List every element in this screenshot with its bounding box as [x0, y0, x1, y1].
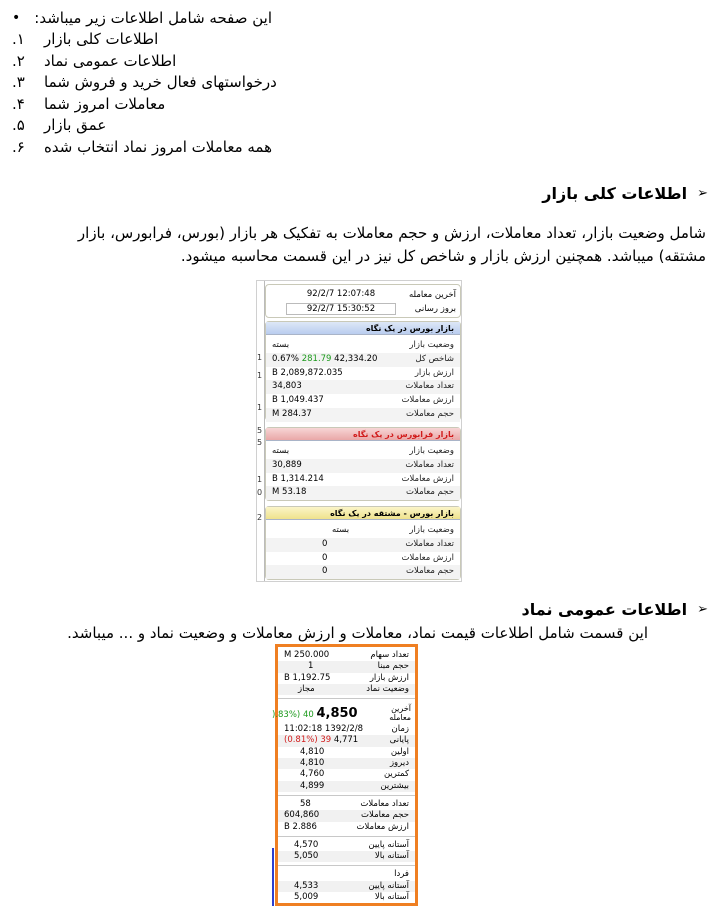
row-label: تعداد معاملات: [405, 459, 454, 470]
bourse-panel: [265, 321, 461, 421]
list-number: ۱.: [12, 30, 25, 48]
section-heading-market: [542, 184, 708, 203]
row-value: B 1,049.437: [272, 395, 324, 406]
row-label: بیشترین: [380, 780, 409, 791]
last-trade-value: 92/2/7 12:07:48: [306, 289, 376, 299]
intro-numbered-list: [12, 29, 644, 158]
row-label: حجم معاملات: [406, 487, 454, 498]
row-value: 4,570: [294, 839, 319, 850]
table-row: [278, 661, 415, 672]
row-value: 5,050: [294, 851, 319, 862]
table-row: [266, 486, 460, 500]
last-trade-row: [272, 702, 415, 724]
row-label: حجم معاملات: [361, 810, 409, 821]
row-value: 4,760: [300, 769, 325, 780]
table-row: [278, 684, 415, 695]
list-item: [12, 51, 644, 73]
row-value: B 1,192.75: [284, 672, 331, 683]
table-row: [266, 408, 460, 422]
list-text: درخواستهای فعال خرید و فروش شما: [44, 73, 277, 91]
row-label: آستانه بالا: [374, 892, 409, 903]
list-number: ۲.: [12, 51, 25, 70]
row-value: بسته: [272, 340, 290, 350]
row-value: 58: [300, 798, 311, 809]
index-value: 42,334.20: [334, 353, 378, 364]
table-row: [266, 380, 460, 394]
row-value: 4,810: [300, 758, 325, 769]
threshold-group: [278, 840, 415, 863]
tomorrow-row: [278, 869, 415, 880]
row-label: شاخص کل: [415, 353, 454, 364]
left-number: 1: [257, 475, 263, 484]
row-label: ارزش معاملات: [401, 552, 454, 563]
row-label: کمترین: [383, 769, 409, 780]
derivative-header: بازار بورس - مشتقه در یک نگاه: [266, 507, 460, 520]
section-title: اطلاعات عمومی نماد: [521, 600, 688, 619]
update-value: 92/2/7 15:30:52: [286, 303, 396, 315]
table-row: [266, 473, 460, 487]
intro-bullet: [12, 8, 702, 29]
row-label: حجم معاملات: [406, 408, 454, 419]
index-value-group: [272, 353, 377, 367]
table-row: [278, 758, 415, 769]
row-value: 4,533: [294, 880, 319, 891]
divider: [278, 836, 415, 837]
divider: [278, 698, 415, 699]
intro-text: این صفحه شامل اطلاعات زیر میباشد:: [34, 9, 272, 27]
table-row: [278, 781, 415, 792]
table-row: [266, 394, 460, 408]
table-row: [266, 445, 460, 459]
list-number: ۴.: [12, 94, 25, 113]
update-panel: [265, 284, 461, 318]
blue-marker-line: [272, 848, 274, 906]
table-row: [278, 673, 415, 684]
row-value: M 53.18: [272, 487, 307, 498]
row-label: ارزش معاملات: [356, 821, 409, 832]
row-label: ارزش معاملات: [401, 473, 454, 484]
bullet-icon: •: [12, 10, 21, 26]
table-row: [278, 724, 415, 735]
left-number: 0: [257, 488, 263, 497]
row-label: اولین: [390, 746, 409, 757]
list-number: ۵.: [12, 116, 25, 134]
table-row: [278, 769, 415, 780]
left-number: 1: [257, 403, 263, 412]
update-row: [266, 302, 460, 316]
row-label: وضعیت بازار: [409, 446, 454, 456]
table-row: [278, 881, 415, 892]
row-value: 5,009: [294, 892, 319, 903]
farabourse-panel: [265, 427, 461, 501]
row-value: مجاز: [298, 683, 315, 694]
table-row: [266, 339, 460, 353]
last-trade-row: [266, 288, 460, 302]
tomorrow-label: فردا: [394, 869, 409, 880]
paragraph-line: شامل وضعیت بازار، تعداد معاملات، ارزش و حجم معاملات به تفکیک هر بازار (بورس، فرابورس، بازار: [77, 224, 706, 242]
row-value: 0: [322, 538, 328, 549]
row-value: 4,810: [300, 746, 325, 757]
section-title: اطلاعات کلی بازار: [542, 184, 688, 203]
row-value: 4,899: [300, 780, 325, 791]
row-label: زمان: [391, 724, 409, 735]
close-values: [284, 735, 358, 746]
row-value: 1: [308, 661, 314, 672]
left-number: 5: [257, 438, 263, 447]
left-number: 2: [257, 513, 263, 522]
list-number: ۳.: [12, 73, 25, 91]
arrow-bullet-icon: ➢: [697, 186, 708, 201]
row-label: آستانه پایین: [368, 839, 409, 850]
tomorrow-group: [278, 869, 415, 903]
row-value: 34,803: [272, 381, 302, 392]
table-row: [266, 459, 460, 473]
row-label: حجم معاملات: [406, 566, 454, 577]
last-trade-values: [272, 706, 358, 721]
last-trade-label: [389, 704, 411, 722]
list-text: اطلاعات عمومی نماد: [44, 51, 177, 70]
list-item: [12, 115, 644, 137]
section-paragraph: این قسمت شامل اطلاعات قیمت نماد، معاملات و ارزش معاملات و وضعیت نماد و ... میباشد.: [67, 624, 648, 642]
table-row: [266, 524, 460, 538]
symbol-info-screenshot: [272, 644, 418, 906]
table-row: [266, 538, 460, 552]
last-change: 40: [302, 709, 314, 720]
row-label: ارزش بازار: [369, 672, 409, 683]
list-item: [12, 137, 644, 159]
row-label: تعداد معاملات: [360, 798, 409, 809]
price-group: [272, 702, 415, 792]
row-label: تعداد معاملات: [405, 538, 454, 549]
row-value: B 2.886: [284, 821, 317, 832]
row-value: 604,860: [284, 810, 320, 821]
list-text: اطلاعات کلی بازار: [44, 30, 159, 48]
table-row: [278, 892, 415, 903]
row-label: آستانه پایین: [368, 880, 409, 891]
left-number: 1: [257, 353, 263, 362]
close-price: 4,771: [333, 735, 359, 746]
row-value: 0: [322, 552, 328, 563]
paragraph-line: مشتقه) میباشد. همچنین ارزش بازار و شاخص کل نیز در این قسمت محاسبه میشود.: [180, 247, 706, 265]
last-trade-label: آخرین معامله: [408, 290, 456, 300]
table-row: [278, 840, 415, 851]
label-part: آخرین: [391, 704, 411, 714]
section-paragraph: [16, 222, 706, 268]
table-row: [278, 650, 415, 661]
row-value: M 284.37: [272, 408, 312, 419]
index-row: [266, 353, 460, 367]
table-row: [278, 822, 415, 833]
intro-section: [12, 8, 702, 158]
table-row: [266, 552, 460, 566]
list-item: [12, 94, 644, 116]
table-row: [266, 565, 460, 579]
table-row: [278, 810, 415, 821]
row-label: تعداد سهام: [370, 650, 409, 660]
arrow-bullet-icon: ➢: [697, 602, 708, 617]
last-price: 4,850: [316, 705, 358, 721]
table-row: [278, 851, 415, 862]
row-value: 0: [322, 566, 328, 577]
derivative-panel: [265, 506, 461, 580]
symbol-general-group: [278, 647, 415, 695]
row-value: 30,889: [272, 459, 302, 470]
last-pct: ).83%): [272, 709, 301, 720]
row-label: پایانی: [389, 735, 409, 746]
row-label: ارزش بازار: [414, 367, 454, 378]
list-number: ۶.: [12, 137, 25, 156]
list-text: عمق بازار: [44, 116, 107, 134]
close-change: 39: [320, 735, 332, 746]
row-value: B 2,089,872.035: [272, 367, 343, 378]
row-label: ارزش معاملات: [401, 395, 454, 406]
list-item: [12, 29, 644, 51]
row-label: وضعیت نماد: [366, 683, 409, 694]
row-label: آستانه بالا: [374, 851, 409, 862]
divider: [278, 865, 415, 866]
index-pct: 0.67%: [272, 353, 300, 364]
label-part: معامله: [389, 713, 411, 723]
left-number: 1: [257, 371, 263, 380]
market-overview-screenshot: [256, 280, 462, 582]
update-label: بروز رسانی: [414, 304, 456, 314]
divider: [278, 795, 415, 796]
row-value: بسته: [332, 525, 350, 535]
row-label: تعداد معاملات: [405, 381, 454, 392]
bourse-header: بازار بورس در یک نگاه: [266, 322, 460, 335]
farabourse-header: بازار فرابورس در یک نگاه: [266, 428, 460, 441]
row-label: وضعیت بازار: [409, 340, 454, 350]
row-label: وضعیت بازار: [409, 525, 454, 535]
list-text: معاملات امروز شما: [44, 94, 166, 113]
list-text: همه معاملات امروز نماد انتخاب شده: [44, 137, 273, 156]
trades-group: [278, 799, 415, 833]
list-item: [12, 72, 644, 94]
section-heading-symbol: [522, 600, 709, 619]
row-label: حجم مبنا: [377, 661, 409, 672]
row-value: B 1,314.214: [272, 473, 324, 484]
table-row: [278, 799, 415, 810]
table-row: [266, 367, 460, 381]
index-change: 281.79: [301, 353, 332, 364]
row-value: M 250.000: [284, 650, 330, 660]
table-row: [278, 747, 415, 758]
left-number: 5: [257, 426, 263, 435]
close-row: [278, 735, 415, 746]
row-value: 11:02:18 1392/2/8: [284, 724, 364, 735]
close-pct: (0.81%): [284, 735, 318, 746]
row-value: بسته: [272, 446, 290, 456]
row-label: دیروز: [389, 758, 409, 769]
